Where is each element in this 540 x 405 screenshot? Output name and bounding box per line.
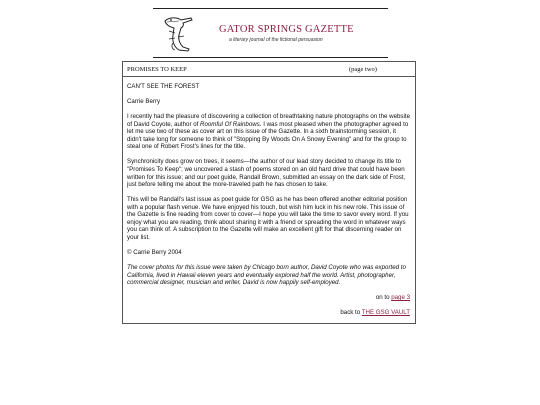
paragraph-1 xyxy=(127,113,410,151)
article-author: Carrie Berry xyxy=(127,97,161,105)
vault-line xyxy=(127,309,410,317)
vault-prefix: back to xyxy=(340,309,362,317)
vault-link[interactable]: THE GSG VAULT xyxy=(361,309,410,317)
cover-photo-note: The cover photos for this issue were taken by Chicago born author, David Coyote who was exported to California, lived in Hawaii eleven years and eventually explored half the world. Artist, photographer, commercial designer, musician and writer, David is now happily self-employed. xyxy=(127,264,406,287)
next-page-prefix: on to xyxy=(375,294,392,302)
copyright: © Carrie Berry 2004 xyxy=(127,249,182,257)
paragraph-1-text-b: . I was most pleased when the photographer agreed to let me use two of these as cover art on this issue of the Gazette. In a sixth brainstorming session, it didn't take long for someone to think of "Stopping By Woods On A Snowy Evening" and for the group to steal one of Robert Frost's lines for the title. xyxy=(127,120,409,151)
article-frame xyxy=(122,61,416,324)
paragraph-2: Synchronicity does grow on trees, it seems—the author of our lead story decided to change its title to "Promises To Keep"; we uncovered a stash of poems stored on an old hard drive that could have been written for this issue; and our poet guide, Randall Brown, submitted an essay on the dark side of Frost, just before telling me about the more-traveled path he has chosen to take. xyxy=(127,158,406,189)
next-page-line xyxy=(127,294,410,302)
masthead-title: GATOR SPRINGS GAZETTE xyxy=(219,24,354,35)
section-title: PROMISES TO KEEP xyxy=(127,66,187,73)
masthead xyxy=(153,8,388,58)
section-header xyxy=(123,62,415,77)
masthead-subtitle: a literary journal of the fictional persuasion xyxy=(229,37,323,43)
next-page-link[interactable]: page 3 xyxy=(391,294,410,302)
paragraph-3: This will be Randall's last issue as poet guide for GSG as he has been offered another editorial position with a popular flash venue. We have enjoyed his touch, but wish him luck in his new role. This issue of the Gazette is fine reading from cover to cover—I hope you will take the time to savor every word. If you enjoy what you are reading, think about sharing it with a friend or spreading the word in whatever ways you can think of. A subscription to the Gazette will make an excellent gift for that discerning reader on your list. xyxy=(127,196,409,242)
article-title: CAN'T SEE THE FOREST xyxy=(127,83,200,90)
article-body xyxy=(127,83,410,324)
paragraph-1-text-a: I recently had the pleasure of discovering a collection of breathtaking nature photographs on the website of David Coyote, author of xyxy=(127,112,410,128)
alligator-icon xyxy=(159,13,199,53)
book-title: Roomful Of Rainbows xyxy=(200,120,260,128)
page-indicator: (page two) xyxy=(349,66,377,73)
